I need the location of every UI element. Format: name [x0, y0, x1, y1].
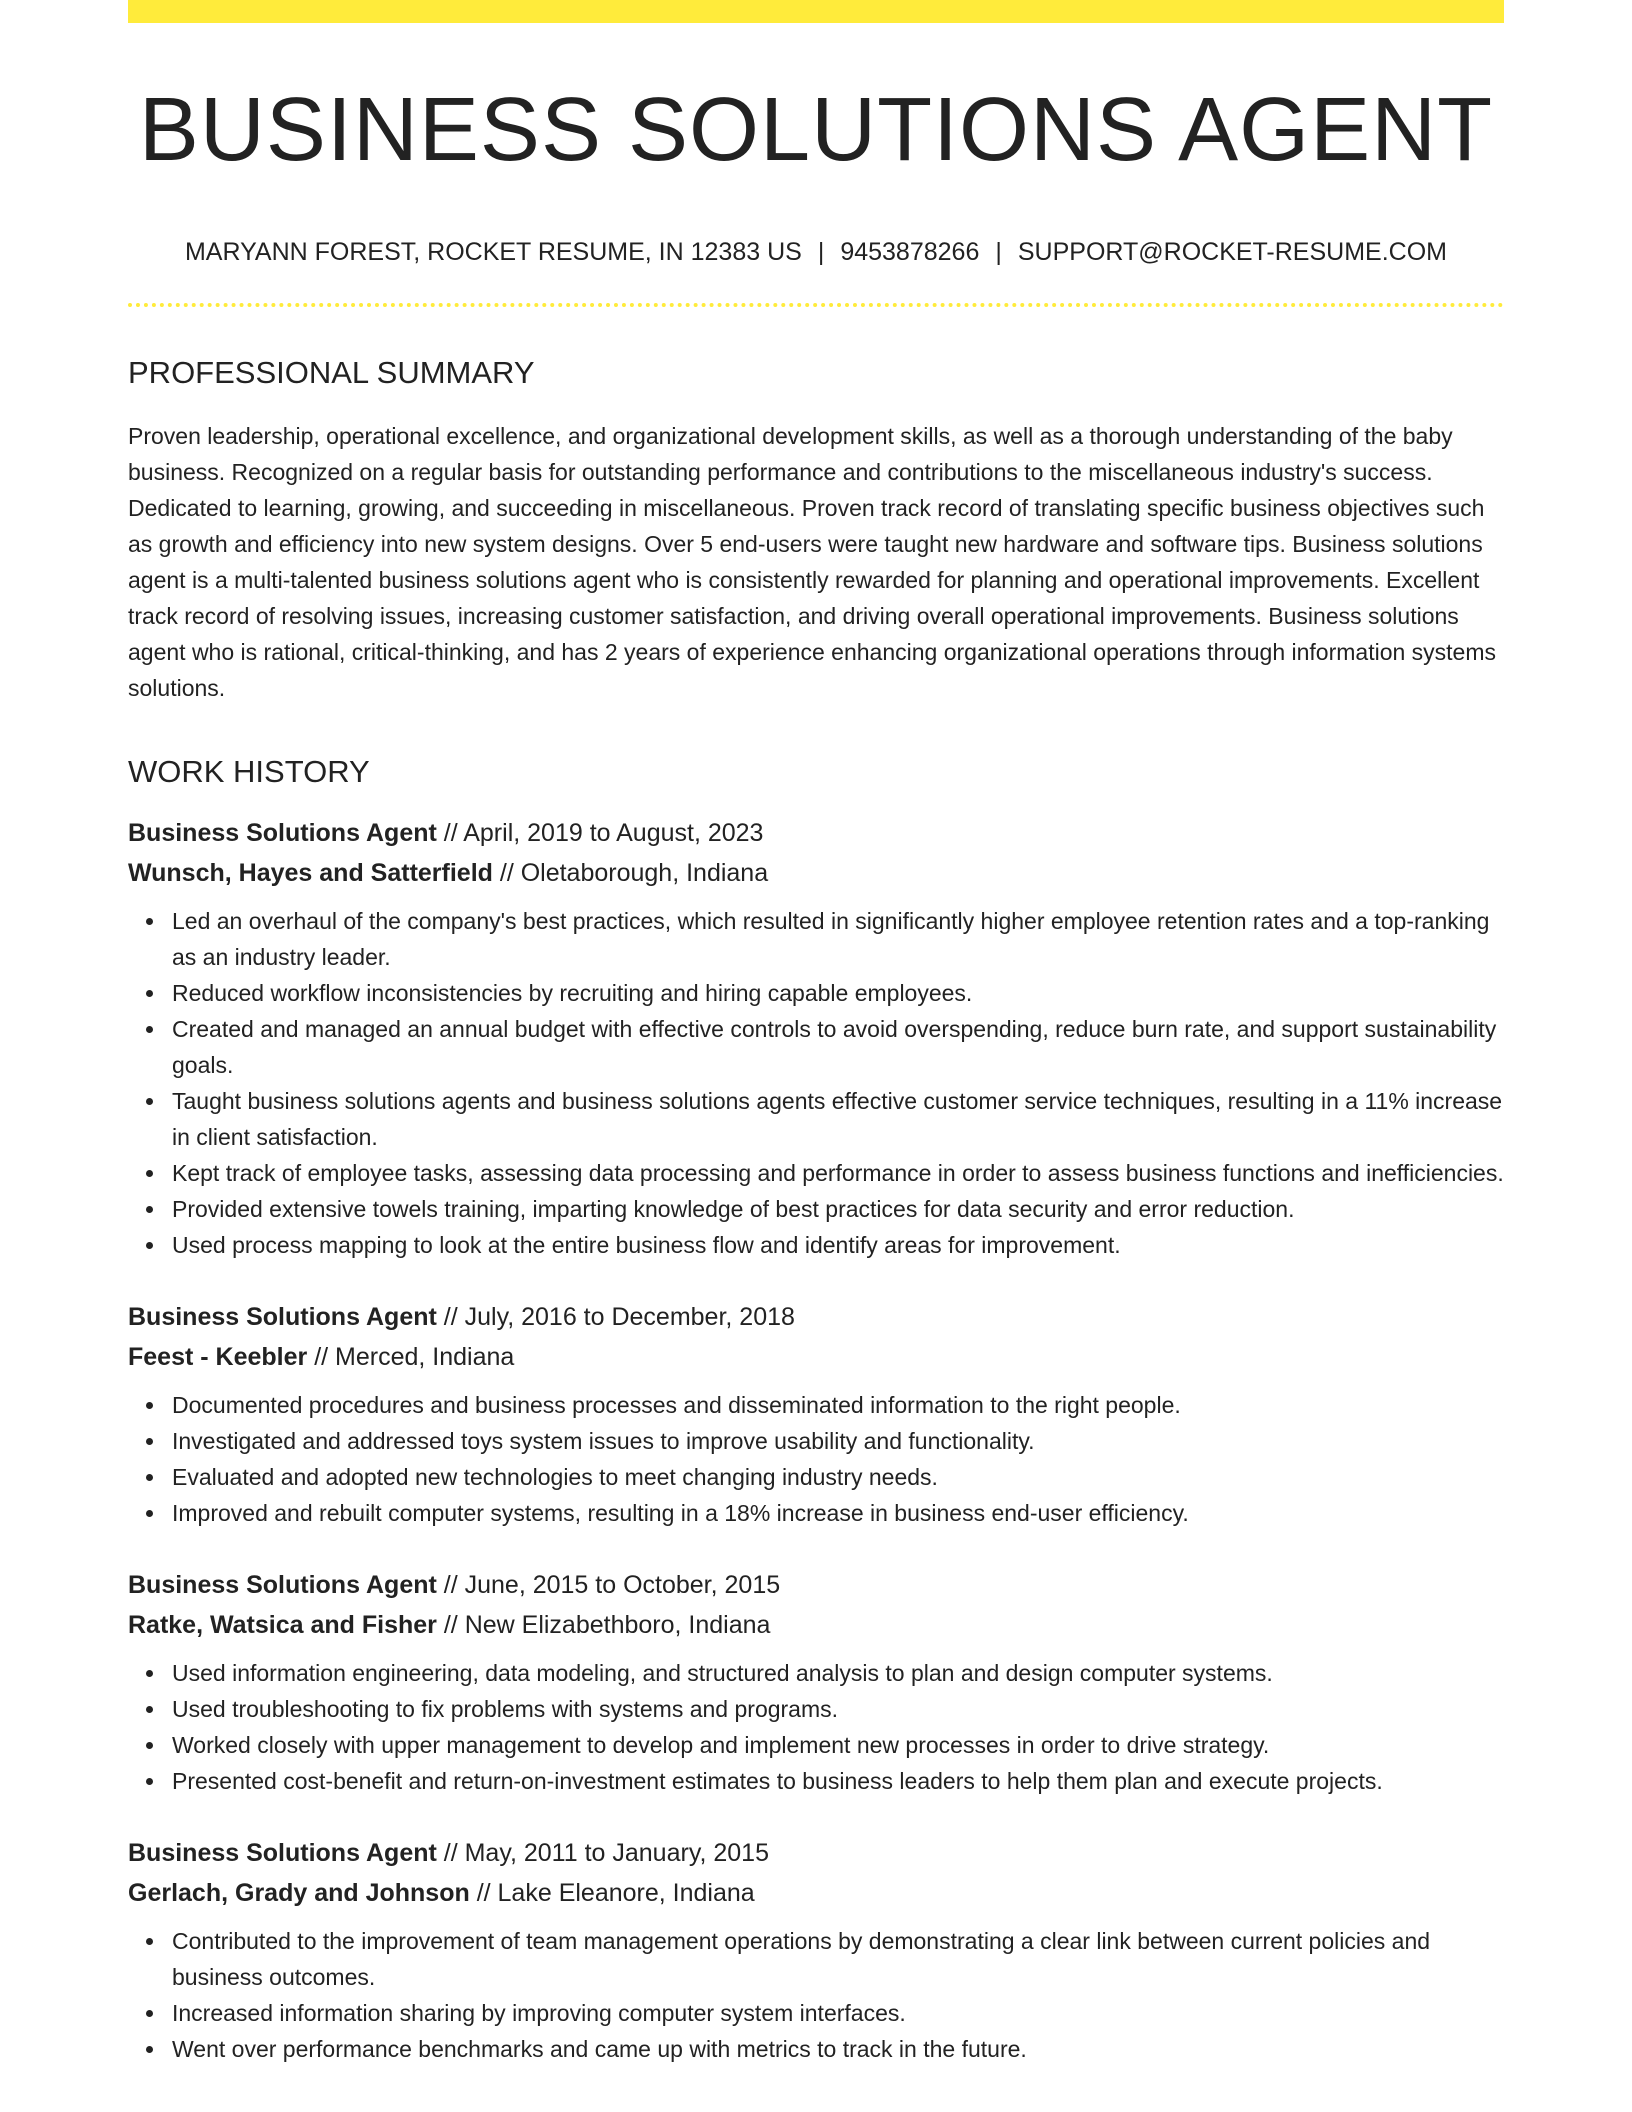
job-bullet: Taught business solutions agents and business solutions agents effective customer service techniques, resulting in a 11% increase in client satisfaction.: [172, 1083, 1504, 1155]
contact-separator: |: [995, 238, 1002, 266]
job-company: Ratke, Watsica and Fisher: [128, 1611, 437, 1639]
job-company: Feest - Keebler: [128, 1343, 308, 1371]
job-bullet: Increased information sharing by improving computer system interfaces.: [172, 1995, 1504, 2031]
job-bullets: [128, 1387, 1504, 1531]
contact-separator: |: [817, 238, 825, 266]
resume-page: [128, 0, 1504, 2067]
job-company-line: [128, 1605, 1504, 1645]
contact-line: [128, 240, 1504, 265]
job-title: Business Solutions Agent: [128, 819, 437, 847]
work-history-list: [128, 813, 1504, 2067]
job-location: // Merced, Indiana: [307, 1343, 515, 1371]
job-title-line: [128, 1565, 1504, 1605]
contact-address: MARYANN FOREST, ROCKET RESUME, IN 12383 US: [184, 238, 802, 266]
job-dates: // July, 2016 to December, 2018: [436, 1303, 795, 1331]
job-title: Business Solutions Agent: [128, 1571, 437, 1599]
job-dates: // May, 2011 to January, 2015: [436, 1839, 769, 1867]
summary-text: Proven leadership, operational excellence, and organizational development skills, as well as a thorough understanding of the baby business. Recognized on a regular basis for outstanding performance and contributions to the miscellaneous industry's success. Dedicated to learning, growing, and succeeding in miscellaneous. Proven track record of translating specific business objectives such as growth and efficiency into new system designs. Over 5 end-users were taught new hardware and software tips. Business solutions agent is a multi-talented business solutions agent who is consistently rewarded for planning and operational improvements. Excellent track record of resolving issues, increasing customer satisfaction, and driving overall operational improvements. Business solutions agent who is rational, critical-thinking, and has 2 years of experience enhancing organizational operations through information systems solutions.: [128, 423, 1497, 701]
job-bullet: Used process mapping to look at the entire business flow and identify areas for improvement.: [172, 1227, 1504, 1263]
contact-phone: 9453878266: [840, 238, 980, 266]
job-location: // Oletaborough, Indiana: [492, 859, 769, 887]
job-company-line: [128, 1873, 1504, 1913]
job-bullets: [128, 1923, 1504, 2067]
job-bullet: Documented procedures and business processes and disseminated information to the right people.: [172, 1387, 1504, 1423]
job-location: // Lake Eleanore, Indiana: [469, 1879, 755, 1907]
job-bullets: [128, 1655, 1504, 1799]
job-entry: [128, 1297, 1504, 1531]
job-bullet: Reduced workflow inconsistencies by recruiting and hiring capable employees.: [172, 975, 1504, 1011]
job-dates: // June, 2015 to October, 2015: [436, 1571, 781, 1599]
job-bullet: Used troubleshooting to fix problems with systems and programs.: [172, 1691, 1504, 1727]
job-bullet: Improved and rebuilt computer systems, resulting in a 18% increase in business end-user efficiency.: [172, 1495, 1504, 1531]
job-title-line: [128, 1833, 1504, 1873]
contact-email: SUPPORT@ROCKET-RESUME.COM: [1017, 238, 1447, 266]
job-bullet: Worked closely with upper management to develop and implement new processes in order to drive strategy.: [172, 1727, 1504, 1763]
job-company: Wunsch, Hayes and Satterfield: [128, 859, 493, 887]
job-company-line: [128, 853, 1504, 893]
job-bullet: Kept track of employee tasks, assessing data processing and performance in order to assess business functions and inefficiencies.: [172, 1155, 1504, 1191]
job-bullet: Led an overhaul of the company's best practices, which resulted in significantly higher employee retention rates and a top-ranking as an industry leader.: [172, 903, 1504, 975]
job-bullets: [128, 903, 1504, 1263]
job-bullet: Used information engineering, data modeling, and structured analysis to plan and design computer systems.: [172, 1655, 1504, 1691]
job-entry: [128, 1833, 1504, 2067]
job-bullet: Went over performance benchmarks and came up with metrics to track in the future.: [172, 2031, 1504, 2067]
accent-top-bar: [128, 0, 1504, 23]
job-bullet: Presented cost-benefit and return-on-investment estimates to business leaders to help them plan and execute projects.: [172, 1763, 1504, 1799]
job-title-line: [128, 813, 1504, 853]
job-dates: // April, 2019 to August, 2023: [436, 819, 764, 847]
job-title-line: [128, 1297, 1504, 1337]
job-location: // New Elizabethboro, Indiana: [436, 1611, 771, 1639]
summary-heading: PROFESSIONAL SUMMARY: [128, 355, 535, 390]
work-history-heading: WORK HISTORY: [128, 754, 370, 789]
resume-title: BUSINESS SOLUTIONS AGENT: [138, 80, 1494, 180]
job-title: Business Solutions Agent: [128, 1303, 437, 1331]
job-entry: [128, 1565, 1504, 1799]
job-bullet: Contributed to the improvement of team management operations by demonstrating a clear link between current policies and business outcomes.: [172, 1923, 1504, 1995]
job-bullet: Created and managed an annual budget with effective controls to avoid overspending, reduce burn rate, and support sustainability goals.: [172, 1011, 1504, 1083]
dotted-divider: [128, 303, 1504, 307]
job-title: Business Solutions Agent: [128, 1839, 437, 1867]
job-company: Gerlach, Grady and Johnson: [128, 1879, 470, 1907]
job-bullet: Evaluated and adopted new technologies to meet changing industry needs.: [172, 1459, 1504, 1495]
job-bullet: Provided extensive towels training, imparting knowledge of best practices for data security and error reduction.: [172, 1191, 1504, 1227]
job-company-line: [128, 1337, 1504, 1377]
job-bullet: Investigated and addressed toys system issues to improve usability and functionality.: [172, 1423, 1504, 1459]
job-entry: [128, 813, 1504, 1263]
